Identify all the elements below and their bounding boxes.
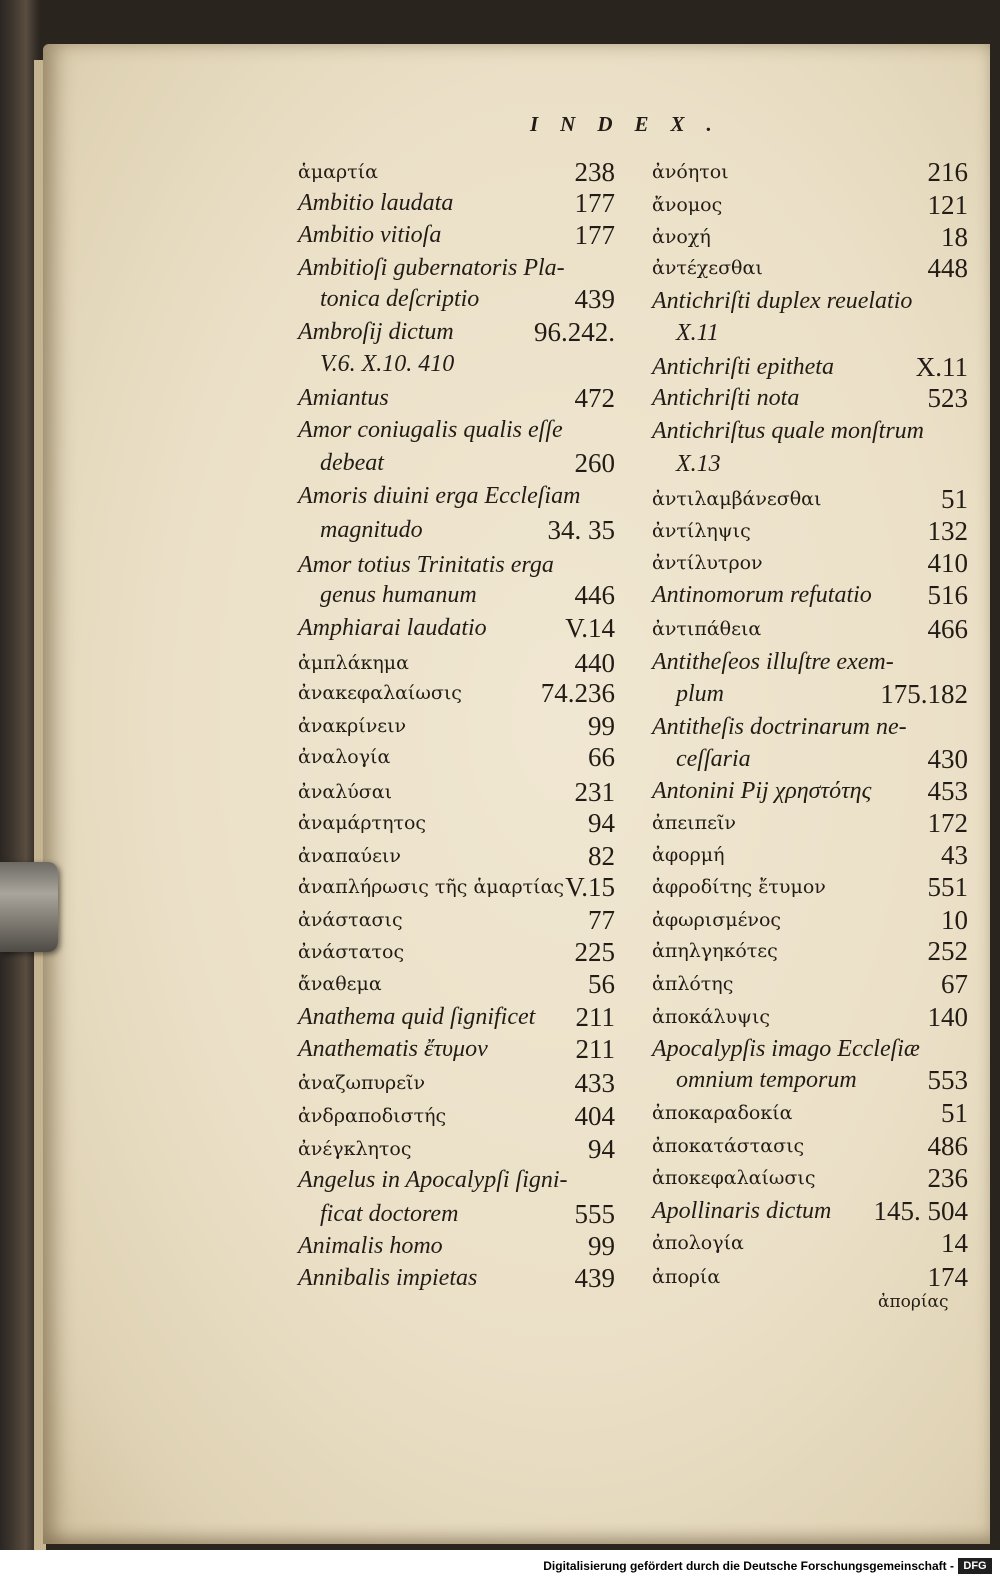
- index-term: Amor coniugalis qualis eſſe: [298, 417, 563, 443]
- index-term: Antichriſti duplex reuelatio: [652, 288, 913, 314]
- index-term: ἀνέγκλητος: [298, 1138, 412, 1160]
- index-term: ἀντίλυτρον: [652, 552, 763, 574]
- page-reference: 51: [941, 484, 968, 514]
- index-term: Antinomorum refutatio: [652, 582, 872, 608]
- page-reference: 553: [927, 1065, 968, 1095]
- dfg-logo: DFG: [958, 1558, 992, 1574]
- metal-clasp: [0, 862, 58, 952]
- index-term: ἀνόητοι: [652, 161, 729, 183]
- index-term: ἀμπλάκημα: [298, 652, 409, 674]
- index-term: Amphiarai laudatio: [298, 615, 487, 641]
- page-reference: 433: [574, 1068, 615, 1098]
- index-term: ἀφροδίτης ἔτυμον: [652, 876, 826, 898]
- index-term: ἀναλύσαι: [298, 781, 393, 803]
- index-term: ἀντίληψις: [652, 520, 751, 542]
- page-reference: 252: [927, 936, 968, 966]
- index-term: Ambroſij dictum: [298, 319, 454, 345]
- index-term: ἁπλότης: [652, 973, 734, 995]
- index-term: Ambitio vitioſa: [298, 222, 442, 248]
- index-term: ἀπηλγηκότες: [652, 940, 778, 962]
- page-reference: 132: [927, 516, 968, 546]
- page-reference: 145. 504: [873, 1196, 968, 1226]
- index-term: Antichriſtus quale monſtrum: [652, 418, 924, 444]
- index-term: ἀποκαραδοκία: [652, 1102, 793, 1124]
- page-reference: 94: [588, 1134, 615, 1164]
- index-term: ἀνδραποδιστής: [298, 1105, 447, 1127]
- index-term: ἀναμάρτητος: [298, 812, 427, 834]
- page-reference: 56: [588, 969, 615, 999]
- page-reference: 238: [574, 157, 615, 187]
- page-reference: 174: [927, 1262, 968, 1292]
- index-term: ἀναλογία: [298, 746, 391, 768]
- index-term: Amoris diuini erga Eccleſiam: [298, 483, 581, 509]
- index-term: ἁμαρτία: [298, 161, 378, 183]
- page-reference: 466: [927, 614, 968, 644]
- page-reference: 77: [588, 905, 615, 935]
- page-reference: 10: [941, 905, 968, 935]
- index-term-continuation: tonica deſcriptio: [320, 286, 480, 312]
- index-term: Apollinaris dictum: [652, 1198, 832, 1224]
- index-term: ἀπορία: [652, 1266, 721, 1288]
- index-term: ἀναζωπυρεῖν: [298, 1072, 426, 1094]
- page-reference: 430: [927, 744, 968, 774]
- page-reference: 236: [927, 1163, 968, 1193]
- page-reference: 175.182: [880, 679, 968, 709]
- index-term: Annibalis impietas: [298, 1265, 478, 1291]
- index-term-continuation: plum: [676, 681, 724, 707]
- page-reference: 94: [588, 808, 615, 838]
- index-term: ἀποκάλυψις: [652, 1006, 771, 1028]
- page-reference: 440: [574, 648, 615, 678]
- page-reference: 74.236: [540, 678, 615, 708]
- page-reference: 486: [927, 1131, 968, 1161]
- index-term: Ambitioſi gubernatoris Pla-: [298, 255, 565, 281]
- index-term-continuation: genus humanum: [320, 582, 477, 608]
- index-term-continuation: ceſſaria: [676, 746, 751, 772]
- page-reference: 18: [941, 222, 968, 252]
- page-reference: 177: [574, 188, 615, 218]
- index-term: ἀπειπεῖν: [652, 812, 736, 834]
- page-reference: 439: [574, 1263, 615, 1293]
- page-reference: 453: [927, 776, 968, 806]
- page-reference: 404: [574, 1101, 615, 1131]
- index-term: Ambitio laudata: [298, 190, 454, 216]
- page-reference: 523: [927, 383, 968, 413]
- page-reference: 99: [588, 711, 615, 741]
- index-term: ἀφορμή: [652, 844, 725, 866]
- page-reference: 555: [574, 1199, 615, 1229]
- index-term: Apocalypſis imago Eccleſiæ: [652, 1036, 920, 1062]
- index-term: ἀνακρίνειν: [298, 715, 407, 737]
- catchword: ἀπορίας: [878, 1292, 949, 1312]
- page-reference: 67: [941, 969, 968, 999]
- index-term: Anathema quid ſignificet: [298, 1004, 536, 1030]
- page-reference: 140: [927, 1002, 968, 1032]
- index-term: ἄνομος: [652, 194, 723, 216]
- index-term: ἄναθεμα: [298, 973, 382, 995]
- page-reference: 51: [941, 1098, 968, 1128]
- page-reference: 472: [574, 383, 615, 413]
- index-term: ἀντέχεσθαι: [652, 257, 763, 279]
- page-reference: 231: [574, 777, 615, 807]
- page-reference: 439: [574, 284, 615, 314]
- page-reference: 225: [574, 937, 615, 967]
- index-term-continuation: omnium temporum: [676, 1067, 857, 1093]
- index-term: Animalis homo: [298, 1233, 443, 1259]
- page-reference: X.11: [915, 352, 968, 382]
- index-term: ἀνάστατος: [298, 941, 405, 963]
- index-term-continuation: debeat: [320, 450, 384, 476]
- page-reference: 216: [927, 157, 968, 187]
- index-term: ἀπολογία: [652, 1232, 744, 1254]
- index-term: ἀφωρισμένος: [652, 909, 782, 931]
- page-reference: 177: [574, 220, 615, 250]
- index-term: ἀντιλαμβάνεσθαι: [652, 488, 822, 510]
- page-reference: 66: [588, 742, 615, 772]
- page-reference: 211: [575, 1034, 615, 1064]
- index-term-continuation: X.11: [676, 320, 719, 346]
- page-reference: V.14: [565, 613, 615, 643]
- page-reference: 516: [927, 580, 968, 610]
- index-term: Amor totius Trinitatis erga: [298, 552, 554, 578]
- page-reference: 172: [927, 808, 968, 838]
- page-reference: 96.242.: [534, 317, 615, 347]
- index-term: ἀνοχή: [652, 226, 711, 248]
- page-reference: 14: [941, 1228, 968, 1258]
- index-term-continuation: V.6. X.10. 410: [320, 351, 455, 377]
- index-term: ἀντιπάθεια: [652, 618, 762, 640]
- page-reference: 410: [927, 548, 968, 578]
- page-reference: V.15: [565, 872, 615, 902]
- index-term: ἀναπλήρωσις τῆς ἁμαρτίας: [298, 876, 565, 898]
- index-term: ἀποκεφαλαίωσις: [652, 1167, 816, 1189]
- index-term: Antichriſti epitheta: [652, 354, 834, 380]
- index-term-continuation: X.13: [676, 451, 721, 477]
- index-term: Antonini Pij χρηστότης: [652, 778, 872, 804]
- page-reference: 551: [927, 872, 968, 902]
- index-term: Angelus in Apocalypſi ſigni-: [298, 1167, 568, 1193]
- index-term: ἀποκατάστασις: [652, 1135, 805, 1157]
- index-term: Antitheſis doctrinarum ne-: [652, 714, 907, 740]
- page-reference: 99: [588, 1231, 615, 1261]
- index-term-continuation: ficat doctorem: [320, 1201, 459, 1227]
- index-term: Amiantus: [298, 385, 389, 411]
- index-term: Antitheſeos illuſtre exem-: [652, 649, 894, 675]
- page-reference: 34. 35: [547, 515, 615, 545]
- index-term: Anathematis ἔτυμον: [298, 1036, 488, 1062]
- index-term: ἀνακεφαλαίωσις: [298, 682, 462, 704]
- page-reference: 121: [927, 190, 968, 220]
- index-term-continuation: magnitudo: [320, 517, 423, 543]
- running-title: INDEX.: [530, 112, 734, 136]
- page-reference: 43: [941, 840, 968, 870]
- page-reference: 446: [574, 580, 615, 610]
- index-term: ἀνάστασις: [298, 909, 403, 931]
- page-reference: 260: [574, 448, 615, 478]
- page-reference: 82: [588, 841, 615, 871]
- index-term: ἀναπαύειν: [298, 845, 401, 867]
- dfg-credit-text: Digitalisierung gefördert durch die Deutsche Forschungsgemeinschaft -: [543, 1559, 954, 1573]
- page-reference: 211: [575, 1002, 615, 1032]
- page-reference: 448: [927, 253, 968, 283]
- index-term: Antichriſti nota: [652, 385, 800, 411]
